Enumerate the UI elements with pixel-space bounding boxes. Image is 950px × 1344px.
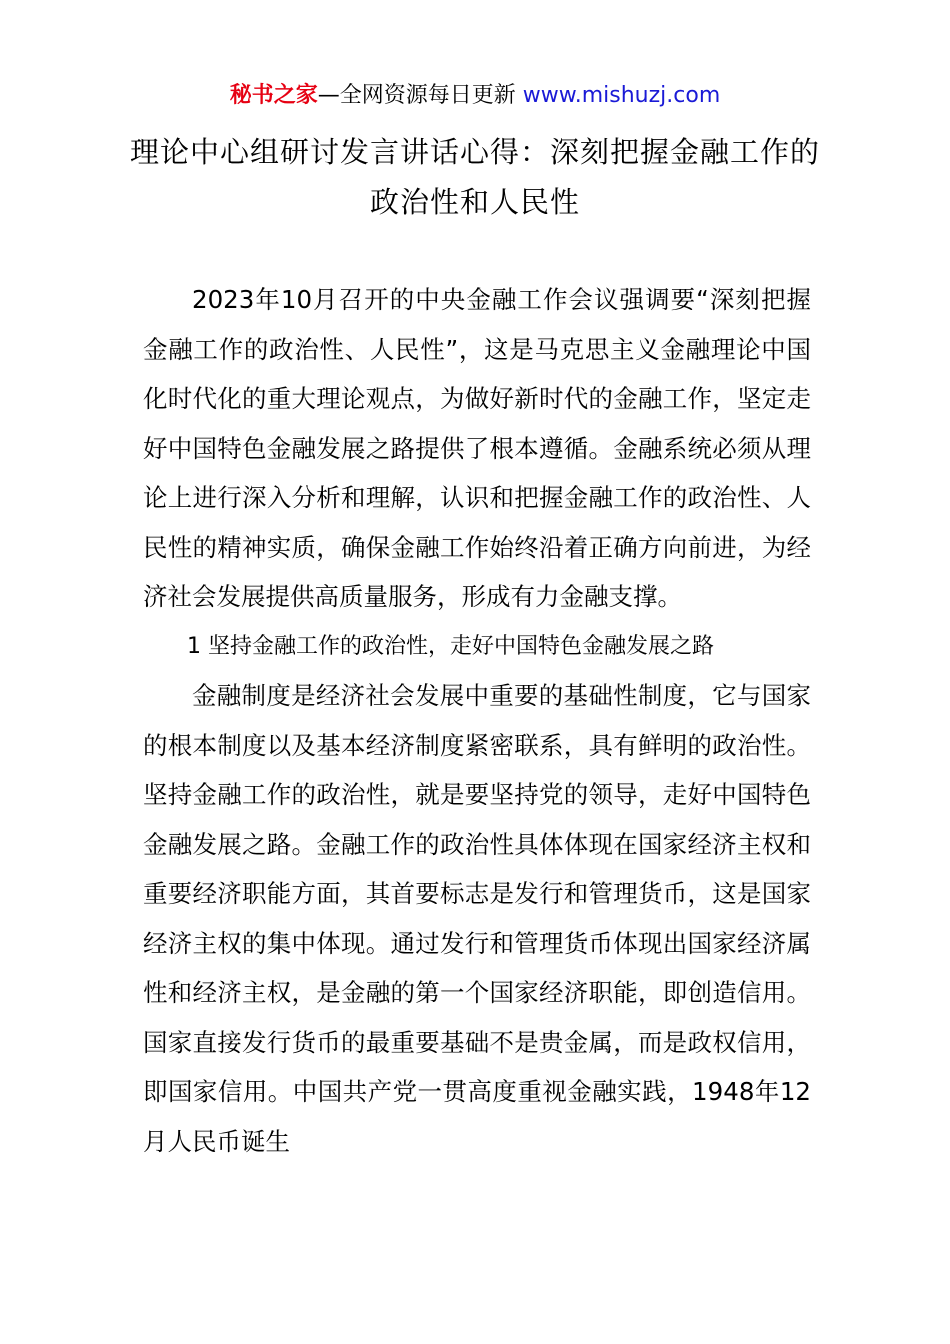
site-tagline: —全网资源每日更新 bbox=[317, 83, 523, 108]
document-title: 理论中心组研讨发言讲话心得：深刻把握金融工作的政治性和人民性 bbox=[129, 135, 820, 219]
document-body bbox=[143, 275, 811, 1166]
section-paragraph: 金融制度是经济社会发展中重要的基础性制度，它与国家的根本制度以及基本经济制度紧密联系，具有鲜明的政治性。坚持金融工作的政治性，就是要坚持党的领导，走好中国特色金融发展之路。金融工作的政治性具体体现在国家经济主权和重要经济职能方面，其首要标志是发行和管理货币，这是国家经济主权的集中体现。通过发行和管理货币体现出国家经济属性和经济主权，是金融的第一个国家经济职能，即创造信用。国家直接发行货币的最重要基础不是贵金属，而是政权信用，即国家信用。中国共产党一贯高度重视金融实践，1948年12月人民币诞生 bbox=[143, 681, 811, 1156]
site-header bbox=[0, 79, 950, 113]
site-brand: 秘书之家 bbox=[229, 83, 318, 108]
section-heading: 1 坚持金融工作的政治性，走好中国特色金融发展之路 bbox=[187, 633, 714, 659]
intro-paragraph: 2023年10月召开的中央金融工作会议强调要“深刻把握金融工作的政治性、人民性”，这是马克思主义金融理论中国化时代化的重大理论观点，为做好新时代的金融工作，坚定走好中国特色金融发展之路提供了根本遵循。金融系统必须从理论上进行深入分析和理解，认识和把握金融工作的政治性、人民性的精神实质，确保金融工作始终沿着正确方向前进，为经济社会发展提供高质量服务，形成有力金融支撑。 bbox=[143, 285, 811, 611]
site-url-link[interactable]: www.mishuzj.com bbox=[522, 83, 721, 108]
